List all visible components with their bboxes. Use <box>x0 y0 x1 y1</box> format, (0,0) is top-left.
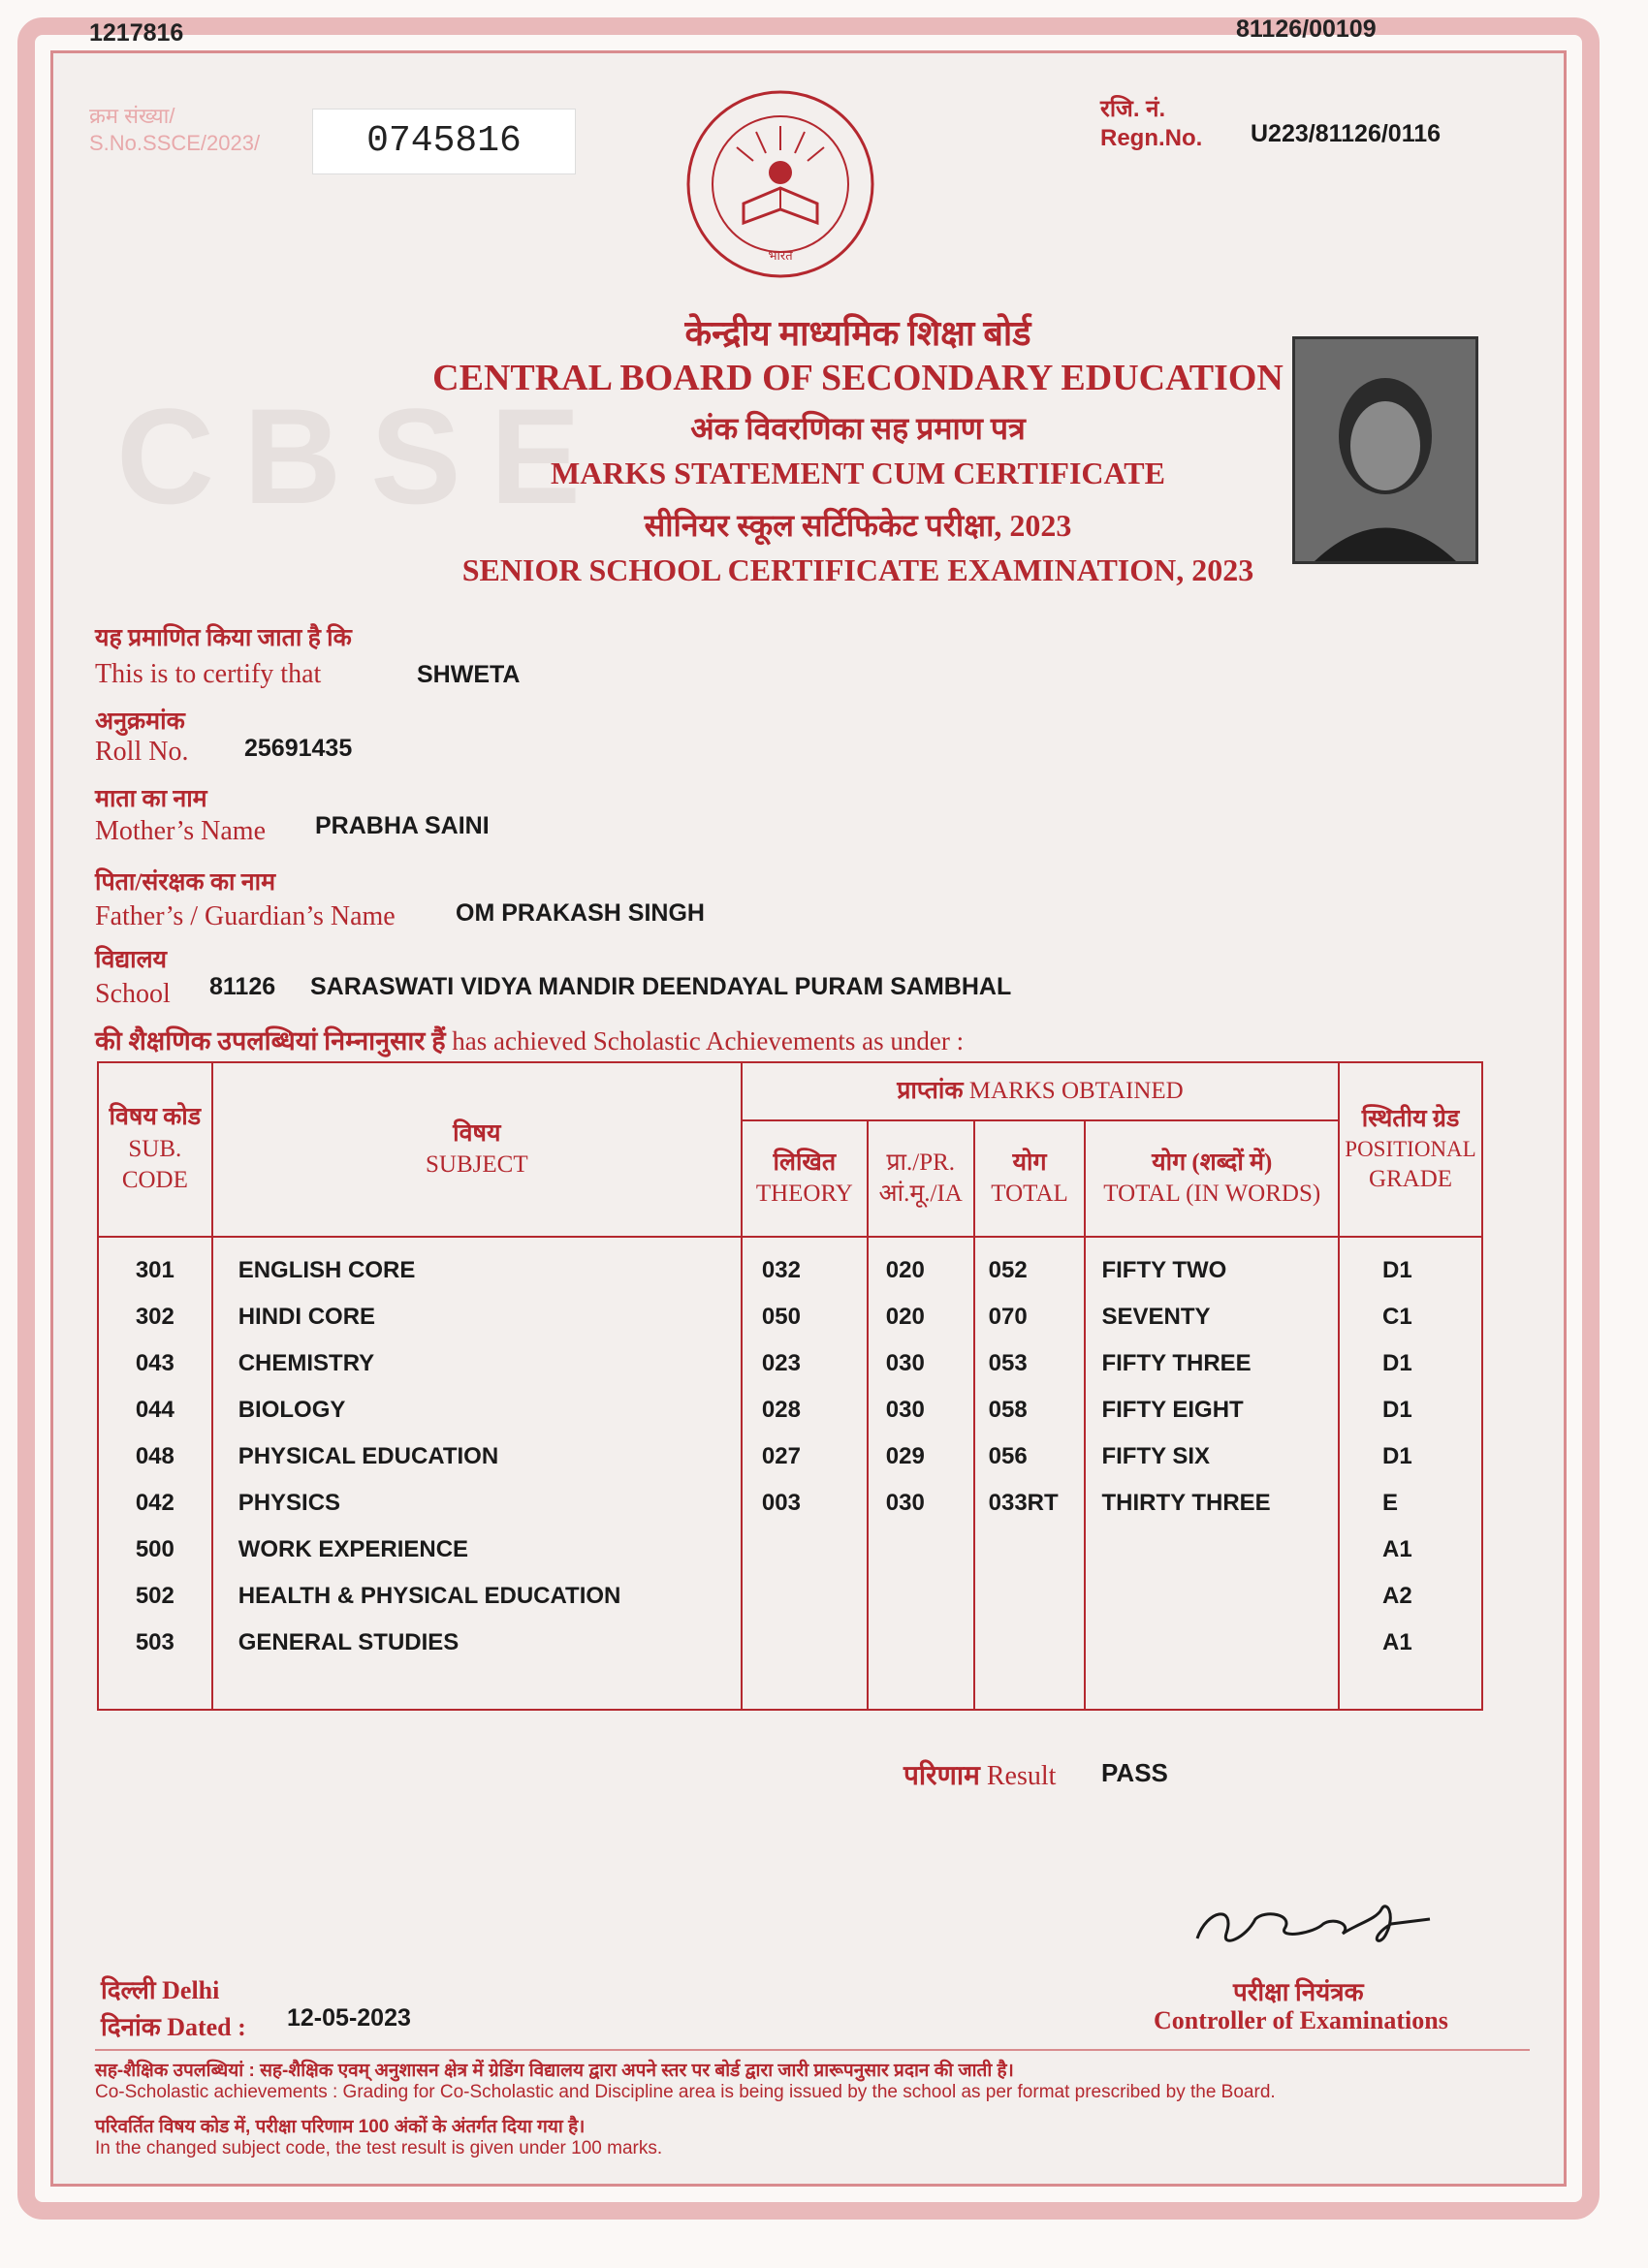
table-cell: 044 <box>135 1397 174 1423</box>
title-statement-en: MARKS STATEMENT CUM CERTIFICATE <box>551 456 1165 490</box>
table-cell: FIFTY SIX <box>1101 1443 1211 1469</box>
table-cell: E <box>1382 1490 1399 1516</box>
table-cell: 003 <box>761 1490 801 1516</box>
dated-line <box>101 2008 246 2043</box>
achieved-label-en: has achieved Scholastic Achievements as under : <box>452 1026 965 1055</box>
header-marks-obtained: प्राप्तांक MARKS OBTAINED <box>742 1062 1339 1120</box>
table-cell: HINDI CORE <box>238 1304 376 1330</box>
place-en: Delhi <box>162 1976 220 2004</box>
table-cell: 020 <box>885 1304 925 1330</box>
table-cell: FIFTY TWO <box>1101 1257 1227 1283</box>
mother-name: PRABHA SAINI <box>315 812 490 839</box>
note1-hi: सह-शैक्षिक उपलब्धियां : सह-शैक्षिक एवम् अनुशासन क्षेत्र में ग्रेडिंग विद्यालय द्वारा अपने स्तर पर बोर्ड द्वारा जारी प्रारूपनुसार प्रदान की जाती है। <box>95 2061 1014 2081</box>
table-cell: 302 <box>135 1304 174 1330</box>
table-cell: D1 <box>1382 1350 1412 1376</box>
table-cell: 058 <box>988 1397 1028 1423</box>
title-exam-hi: सीनियर स्कूल सर्टिफिकेट परीक्षा, 2023 <box>644 508 1072 543</box>
table-cell: 043 <box>135 1350 174 1376</box>
father-name: OM PRAKASH SINGH <box>456 899 705 927</box>
table-cell: 042 <box>135 1490 174 1516</box>
serial-label-hi: क्रम संख्या/ <box>89 104 175 128</box>
title-board-hi: केन्द्रीय माध्यमिक शिक्षा बोर्ड <box>684 314 1031 353</box>
certify-label-hi: यह प्रमाणित किया जाता है कि <box>95 625 352 651</box>
col-grade-cells <box>1339 1237 1482 1710</box>
table-cell: THIRTY THREE <box>1101 1490 1271 1516</box>
table-cell: D1 <box>1382 1257 1412 1283</box>
result-value: PASS <box>1101 1758 1168 1787</box>
mother-label-en: Mother’s Name <box>95 816 266 846</box>
result-label <box>903 1756 1056 1793</box>
col-words-cells <box>1085 1237 1339 1710</box>
table-cell: 028 <box>761 1397 801 1423</box>
father-label-en: Father’s / Guardian’s Name <box>95 901 396 931</box>
table-cell: 030 <box>885 1490 925 1516</box>
table-cell: C1 <box>1382 1304 1412 1330</box>
note2-en: In the changed subject code, the test result is given under 100 marks. <box>95 2138 663 2158</box>
title-statement-hi: अंक विवरणिका सह प्रमाण पत्र <box>690 411 1026 446</box>
table-cell: 503 <box>135 1629 174 1655</box>
table-cell: D1 <box>1382 1397 1412 1423</box>
header-practical: प्रा./PR. आं.मू./IA <box>868 1120 974 1237</box>
table-cell: GENERAL STUDIES <box>238 1629 460 1655</box>
emblem-bottom-text: भारत <box>768 249 793 264</box>
table-cell: A2 <box>1382 1583 1412 1609</box>
table-cell: 056 <box>988 1443 1028 1469</box>
student-name: SHWETA <box>417 661 521 688</box>
controller-en: Controller of Examinations <box>1154 2006 1448 2034</box>
result-label-hi: परिणाम <box>903 1761 980 1791</box>
col-theory-cells <box>742 1237 868 1710</box>
table-cell: 029 <box>885 1443 925 1469</box>
place-line <box>101 1971 219 2006</box>
regn-label <box>1100 95 1202 153</box>
table-cell: 301 <box>135 1257 174 1283</box>
table-cell: 070 <box>988 1304 1028 1330</box>
cbse-emblem-icon <box>683 87 877 281</box>
table-cell: HEALTH & PHYSICAL EDUCATION <box>238 1583 621 1609</box>
marks-table <box>97 1061 1483 1711</box>
title-board-en: CENTRAL BOARD OF SECONDARY EDUCATION <box>432 358 1284 398</box>
header-total-words: योग (शब्दों में) TOTAL (IN WORDS) <box>1085 1120 1339 1237</box>
title-exam-en: SENIOR SCHOOL CERTIFICATE EXAMINATION, 2023 <box>461 552 1254 587</box>
col-practical-cells <box>868 1237 974 1710</box>
note1-en: Co-Scholastic achievements : Grading for Co-Scholastic and Discipline area is being issued by the school as per format prescribed by the Board. <box>95 2082 1276 2102</box>
table-cell: 050 <box>761 1304 801 1330</box>
place-hi: दिल्ली <box>101 1976 156 2004</box>
achieved-line <box>95 1022 964 1057</box>
school-label-hi: विद्यालय <box>95 947 168 973</box>
serial-label-en: S.No.SSCE/2023/ <box>89 131 261 155</box>
serial-label <box>89 103 260 157</box>
dated-en: Dated : <box>167 2013 246 2041</box>
table-cell: ENGLISH CORE <box>238 1257 416 1283</box>
roll-label-hi: अनुक्रमांक <box>95 709 185 735</box>
roll-label-en: Roll No. <box>95 737 189 767</box>
serial-number-box: 0745816 <box>312 109 576 174</box>
top-left-number: 1217816 <box>89 19 184 47</box>
controller-signature-icon <box>1188 1880 1440 1968</box>
school-name: SARASWATI VIDYA MANDIR DEENDAYAL PURAM SAMBHAL <box>310 973 1012 1000</box>
school-code: 81126 <box>209 973 276 1000</box>
table-cell: 502 <box>135 1583 174 1609</box>
table-cell: A1 <box>1382 1536 1412 1562</box>
table-cell: CHEMISTRY <box>238 1350 375 1376</box>
achieved-label-hi: की शैक्षणिक उपलब्धियां निम्नानुसार हैं <box>95 1026 446 1055</box>
table-cell: 027 <box>761 1443 801 1469</box>
table-cell: 033RT <box>988 1490 1059 1516</box>
note2-hi: परिवर्तित विषय कोड में, परीक्षा परिणाम 100 अंकों के अंतर्गत दिया गया है। <box>95 2117 586 2137</box>
table-cell: 052 <box>988 1257 1028 1283</box>
father-label-hi: पिता/संरक्षक का नाम <box>95 869 276 896</box>
table-cell: 053 <box>988 1350 1028 1376</box>
table-cell: PHYSICS <box>238 1490 341 1516</box>
top-right-number: 81126/00109 <box>1236 16 1377 43</box>
col-subject-cells <box>212 1237 742 1710</box>
regn-number: U223/81126/0116 <box>1251 120 1442 147</box>
col-code-cells <box>98 1237 212 1710</box>
table-cell: 030 <box>885 1397 925 1423</box>
col-total-cells <box>974 1237 1086 1710</box>
table-cell: BIOLOGY <box>238 1397 346 1423</box>
table-cell: FIFTY EIGHT <box>1101 1397 1244 1423</box>
table-cell: PHYSICAL EDUCATION <box>238 1443 499 1469</box>
table-cell: A1 <box>1382 1629 1412 1655</box>
table-cell: 048 <box>135 1443 174 1469</box>
result-label-en: Result <box>986 1761 1057 1791</box>
header-positional-grade: स्थितीय ग्रेड POSITIONAL GRADE <box>1339 1062 1482 1237</box>
table-cell: 032 <box>761 1257 801 1283</box>
header-theory: लिखित THEORY <box>742 1120 868 1237</box>
mother-label-hi: माता का नाम <box>95 786 207 812</box>
header-subject: विषय SUBJECT <box>212 1062 742 1237</box>
dated-hi: दिनांक <box>101 2013 161 2041</box>
issue-date: 12-05-2023 <box>287 2004 411 2032</box>
certify-label-en: This is to certify that <box>95 659 322 689</box>
school-label-en: School <box>95 979 171 1009</box>
regn-label-hi: रजि. नं. <box>1100 96 1166 122</box>
controller-hi: परीक्षा नियंत्रक <box>1233 1978 1364 2006</box>
header-sub-code: विषय कोड SUB. CODE <box>98 1062 212 1237</box>
table-cell: 020 <box>885 1257 925 1283</box>
table-cell: 023 <box>761 1350 801 1376</box>
table-cell: SEVENTY <box>1101 1304 1211 1330</box>
table-cell: 500 <box>135 1536 174 1562</box>
student-photo <box>1292 336 1478 564</box>
table-cell: WORK EXPERIENCE <box>238 1536 469 1562</box>
table-cell: D1 <box>1382 1443 1412 1469</box>
table-cell: 030 <box>885 1350 925 1376</box>
footer-divider <box>95 2049 1530 2051</box>
regn-label-en: Regn.No. <box>1100 125 1203 151</box>
roll-number: 25691435 <box>244 735 353 762</box>
header-total: योग TOTAL <box>974 1120 1086 1237</box>
table-cell: FIFTY THREE <box>1101 1350 1252 1376</box>
cbse-watermark: CBSE <box>116 380 610 532</box>
marks-rows <box>98 1237 1482 1710</box>
